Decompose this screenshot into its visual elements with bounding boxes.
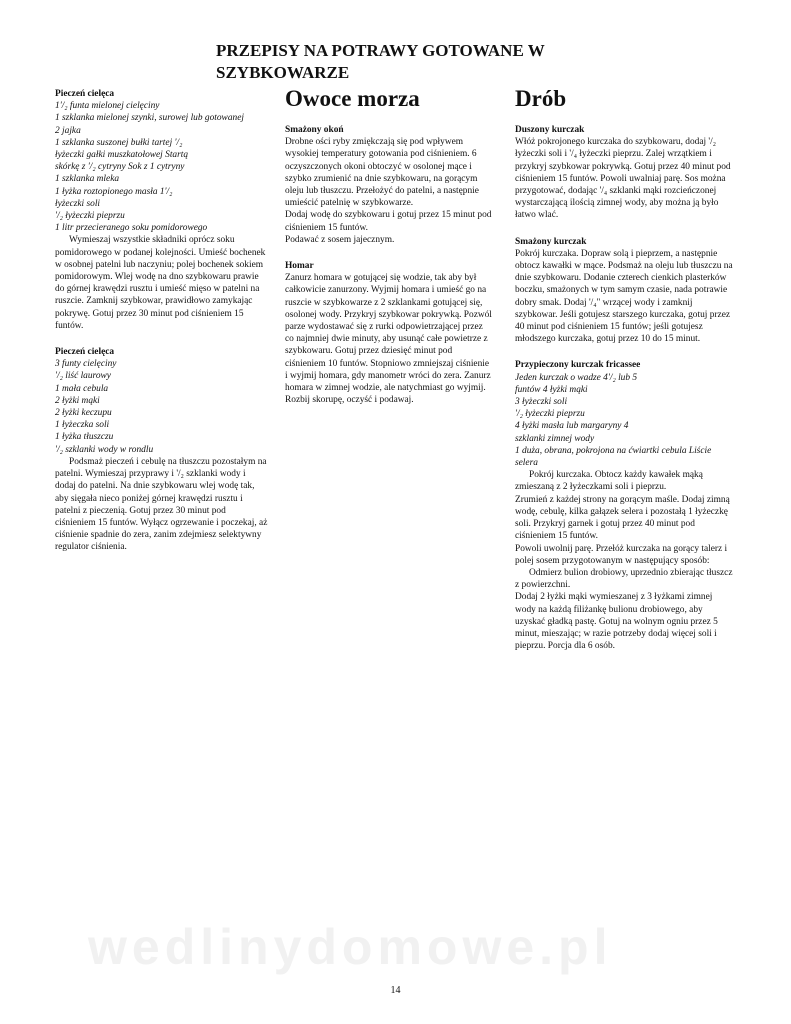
ingredient-line: 4 łyżki masła lub margaryny 4 (515, 421, 629, 432)
page-title: PRZEPISY NA POTRAWY GOTOWANE W SZYBKOWARZE (216, 41, 545, 82)
ingredient-line: 2 łyżki keczupu (55, 408, 112, 419)
recipe-title: Pieczeń cielęca (55, 347, 115, 358)
method-paragraph: Zanurz homara w gotującej się wodzie, tak aby był całkowicie zanurzony. Wyjmij homara i umieść go na ruszcie w szybkowarze z 2 szklankami gotującej się, osolonej wody. Przykryj szybkowar pokrywką. Pozwól parze wydostawać się z rurki odpowietrzającej przez co najmniej dwie minuty, aby usunąć całe powietrze z szybkowaru. Gotuj przez dziesięć minut pod ciśnieniem 10 funtów. Stopniowo zmniejszaj ciśnienie i wyjmij homara, gdy manometr wróci do zera. Zanurz homara w zimnej wodzie, ale natychmiast go wyjmij. Rozbij skorupę, oczyść i podawaj. (285, 273, 492, 406)
method-paragraph: Zrumień z każdej strony na gorącym maśle. Dodaj zimną wodę, cebulę, kilka gałązek selera i pozostałą 1 łyżeczkę soli. Przykryj garnek i gotuj przez 40 minut pod ciśnieniem 15 funtów. (515, 494, 730, 542)
method-paragraph: Wymieszaj wszystkie składniki oprócz soku pomidorowego w podanej kolejności. Umieść bochenek w osobnej patelni lub naczyniu; polej bochenek sokiem pomidorowym. Wlej wodę na dno szybkowaru prawie do górnej krawędzi rusztu i umieść mięso w patelni na ruszcie. Zamknij szybkowar, prawidłowo zamykając pokrywę. Gotuj przez 30 minut pod ciśnieniem 15 funtów. (55, 235, 266, 331)
ingredient-line: 1'/₂ funta mielonej cielęciny (55, 101, 160, 112)
recipe-title: Przypieczony kurczak fricassee (515, 360, 641, 371)
column-veal (55, 88, 268, 568)
ingredient-line: łyżeczki gałki muszkatołowej Startą (55, 150, 189, 161)
recipe-veal-loaf (55, 88, 268, 332)
method-paragraph: Pokrój kurczaka. Dopraw solą i pieprzem, a następnie obtocz kawałki w mące. Podsmaż na oleju lub tłuszczu na dnie szybkowaru. Dodanie czterech cienkich plasterków boczku, smażonych w tym samym czasie, nada potrawie dobry smak. Dodaj '/₄" wrzącej wody i zamknij szybkowar. Jeśli gotujesz starszego kurczaka, gotuj przez 40 minut pod ciśnieniem 15 funtów; jeśli gotujesz młodszego kurczaka, gotuj przez 10 do 15 minut. (515, 248, 733, 345)
recipe-lobster (285, 260, 493, 406)
recipe-title: Smażony okoń (285, 125, 344, 135)
method-paragraph: Drobne ości ryby zmiękczają się pod wpływem wysokiej temperatury gotowania pod ciśnieniem. 6 oczyszczonych okoni obtoczyć w osolonej mące i szybko zrumienić na dnie szybkowaru, na gorącym oleju lub tłuszczu. Przełożyć do patelni, a następnie umieścić patelnię w szybkowarze. (285, 137, 479, 209)
column-seafood (285, 86, 493, 420)
ingredient-line: selera (515, 458, 538, 469)
recipe-stewed-chicken (515, 124, 735, 222)
ingredient-line: '/₂ szklanki wody w rondlu (55, 444, 154, 455)
section-heading-seafood: Owoce morza (285, 86, 420, 111)
ingredient-line: skórkę z '/₂ cytryny Sok z 1 cytryny (55, 162, 185, 173)
page-number: 14 (390, 985, 401, 996)
ingredient-line: '/₂ łyżeczki pieprzu (515, 409, 585, 420)
section-heading-poultry: Drób (515, 86, 567, 111)
recipe-veal-roast (55, 346, 268, 553)
recipe-title: Pieczeń cielęca (55, 89, 115, 99)
ingredient-line: Jeden kurczak o wadze 4'/₂ lub 5 (515, 372, 638, 383)
ingredient-line: 1 litr przecieranego soku pomidorowego (55, 223, 208, 234)
ingredient-line: 1 szklanka mleka (55, 174, 120, 185)
method-paragraph: Podsmaż pieczeń i cebulę na tłuszczu pozostałym na patelni. Wymieszaj przyprawy i '/₂ szklanki wody i dodaj do patelni. Na dnie szybkowaru wlej wodę tak, aby sięgała nieco poniżej górnej krawędzi rusztu i patelni z pieczenią. Gotuj przez 30 minut pod ciśnieniem 15 funtów. Wyłącz ogrzewanie i poczekaj, aż ciśnienie spadnie do zera, zanim zdejmiesz selektywny regulator ciśnienia. (55, 456, 268, 553)
ingredient-line: łyżeczki soli (55, 198, 101, 209)
method-paragraph: Odmierz bulion drobiowy, uprzednio zbierając tłuszcz z powierzchni. (515, 567, 733, 591)
ingredient-line: 3 łyżeczki soli (515, 397, 568, 408)
ingredient-line: 3 funty cielęciny (55, 359, 117, 370)
recipe-title: Homar (285, 261, 314, 272)
ingredient-line: '/₂ liść laurowy (55, 371, 111, 382)
ingredient-line: 1 łyżka tłuszczu (55, 432, 114, 443)
recipe-title: Duszony kurczak (515, 125, 585, 135)
method-paragraph: Dodaj 2 łyżki mąki wymieszanej z 3 łyżkami zimnej wody na każdą filiżankę bulionu drobiowego, aby uzyskać gładką pastę. Gotuj na wolnym ogniu przez 5 minut, mieszając; w razie potrzeby dodaj więcej soli i pieprzu. Porcja dla 6 osób. (515, 592, 718, 652)
ingredient-line: 1 szklanka suszonej bułki tartej '/₂ (55, 137, 183, 148)
ingredient-line: '/₂ łyżeczki pieprzu (55, 211, 125, 222)
recipe-chicken-fricassee (515, 359, 735, 652)
recipe-fried-perch (285, 124, 493, 246)
ingredient-line: 1 duża, obrana, pokrojona na ćwiartki cebula Liście (515, 445, 712, 456)
method-paragraph: Podawać z sosem jajecznym. (285, 234, 395, 245)
ingredient-line: 2 jajka (55, 125, 81, 136)
ingredient-line: 1 łyżka roztopionego masła 1'/₂ (55, 186, 173, 197)
recipe-fried-chicken (515, 236, 735, 346)
column-poultry (515, 86, 735, 666)
method-paragraph: Pokrój kurczaka. Obtocz każdy kawałek mąką zmieszaną z 2 łyżeczkami soli i pieprzu. (515, 470, 703, 493)
method-paragraph: Powoli uwolnij parę. Przełóż kurczaka na gorący talerz i polej sosem przygotowanym w następujący sposób: (515, 543, 728, 566)
recipe-title: Smażony kurczak (515, 236, 587, 247)
ingredient-line: 1 łyżeczka soli (55, 420, 110, 431)
ingredient-line: 1 szklanka mielonej szynki, surowej lub gotowanej (55, 113, 244, 124)
ingredient-line: funtów 4 łyżki mąki (515, 384, 588, 395)
ingredient-line: 2 łyżki mąki (55, 395, 100, 406)
method-paragraph: Dodaj wodę do szybkowaru i gotuj przez 15 minut pod ciśnieniem 15 funtów. (285, 210, 492, 233)
ingredient-line: szklanki zimnej wody (515, 433, 595, 444)
method-paragraph: Włóż pokrojonego kurczaka do szybkowaru, dodaj '/₂ łyżeczki soli i '/₄ łyżeczki pieprzu. Zalej wrzątkiem i przykryj szybkowar pokrywką. Gotuj przez 40 minut pod ciśnieniem 15 funtów. Powoli uwalniaj parę. Sos można przygotować, dodając '/₄ szklanki mąki rozcieńczonej wystarczającą ilością zimnej wody, aby można ją było łatwo wlać. (515, 137, 731, 221)
watermark: wedlinydomowe.pl (88, 919, 613, 975)
ingredient-line: 1 mała cebula (55, 383, 109, 394)
